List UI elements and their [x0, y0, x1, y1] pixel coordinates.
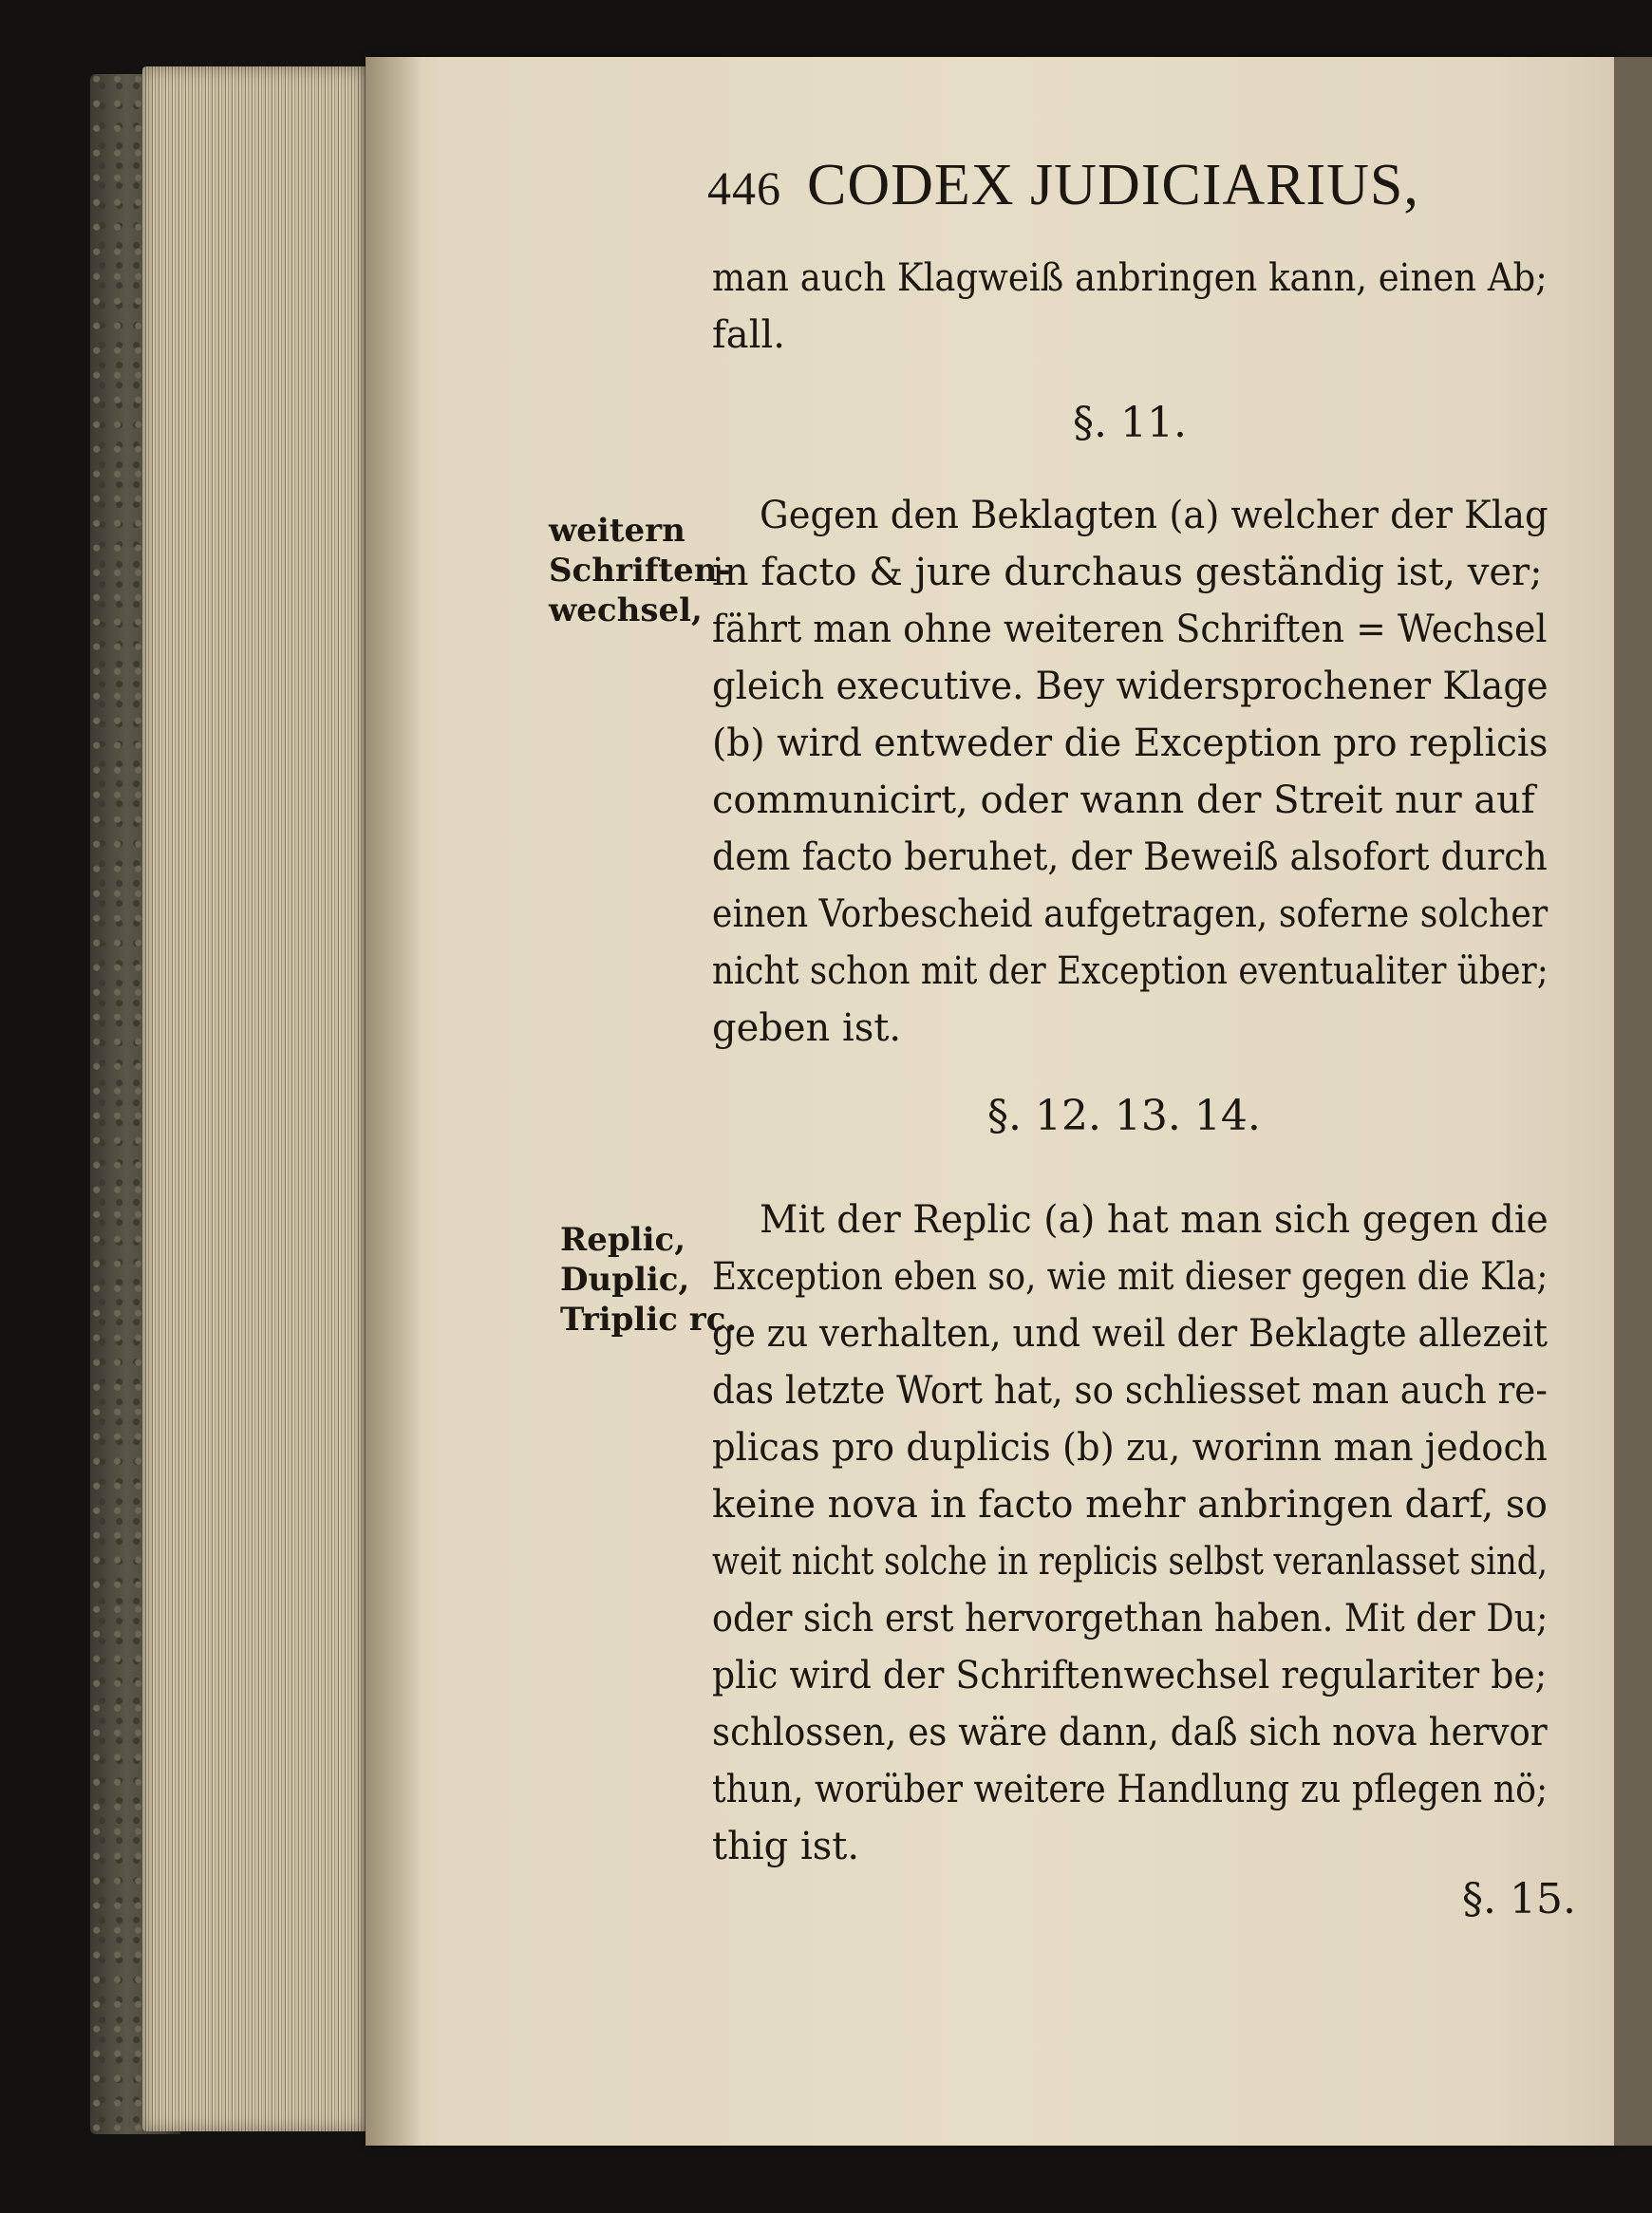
facing-page-edge	[1614, 57, 1652, 2146]
text-line: in facto & jure durchaus geständig ist, ver;	[712, 551, 1543, 594]
margin-note-line: Schriften-	[549, 552, 731, 590]
text-line: ge zu verhalten, und weil der Beklagte allezeit	[712, 1312, 1548, 1356]
catchword: §. 15.	[1462, 1875, 1576, 1923]
margin-note-line: weitern	[549, 512, 685, 550]
text-line: thig ist.	[712, 1825, 860, 1868]
text-line: plic wird der Schriftenwechsel regulariter be;	[712, 1654, 1548, 1697]
section-heading-11: §. 11.	[1073, 399, 1187, 447]
page-gutter-shadow	[366, 57, 422, 2146]
margin-note-11	[549, 511, 731, 630]
text-line: dem facto beruhet, der Beweiß alsofort durch	[712, 835, 1548, 879]
text-line: nicht schon mit der Exception eventualiter über;	[712, 949, 1549, 993]
text-line: geben ist.	[712, 1006, 902, 1050]
text-line: oder sich erst hervorgethan haben. Mit der Du;	[712, 1597, 1549, 1641]
text-line: (b) wird entweder die Exception pro replicis	[712, 722, 1549, 765]
running-title: CODEX JUDICIARIUS,	[807, 153, 1419, 217]
text-line: communicirt, oder wann der Streit nur auf	[712, 778, 1535, 822]
running-header	[707, 152, 1419, 219]
text-line: schlossen, es wäre dann, daß sich nova hervor	[712, 1711, 1548, 1754]
margin-note-12	[560, 1220, 737, 1340]
margin-note-line: Triplic rc.	[560, 1301, 738, 1339]
text-line: thun, worüber weitere Handlung zu pflegen nö;	[712, 1768, 1549, 1811]
section-heading-12: §. 12. 13. 14.	[987, 1092, 1261, 1140]
text-line: weit nicht solche in replicis selbst veranlasset sind,	[712, 1540, 1548, 1584]
margin-note-line: Duplic,	[560, 1261, 690, 1299]
text-line: plicas pro duplicis (b) zu, worinn man jedoch	[712, 1426, 1548, 1470]
text-line: keine nova in facto mehr anbringen darf, so	[712, 1483, 1549, 1527]
text-line: Mit der Replic (a) hat man sich gegen die	[760, 1198, 1549, 1242]
text-line: Exception eben so, wie mit dieser gegen die Kla;	[712, 1255, 1549, 1299]
margin-note-line: Replic,	[560, 1221, 686, 1259]
text-line: man auch Klagweiß anbringen kann, einen Ab;	[712, 256, 1548, 300]
text-line: fall.	[712, 313, 785, 357]
text-line: einen Vorbescheid aufgetragen, soferne solcher	[712, 892, 1549, 936]
text-line: das letzte Wort hat, so schliesset man auch re-	[712, 1369, 1548, 1413]
page-block-edges	[142, 66, 366, 2131]
text-line: gleich executive. Bey widersprochener Klage	[712, 665, 1549, 708]
text-line: Gegen den Beklagten (a) welcher der Klag	[760, 494, 1549, 537]
text-line: fährt man ohne weiteren Schriften = Wechsel	[712, 608, 1548, 651]
margin-note-line: wechsel,	[549, 591, 703, 629]
page-number: 446	[707, 161, 781, 215]
